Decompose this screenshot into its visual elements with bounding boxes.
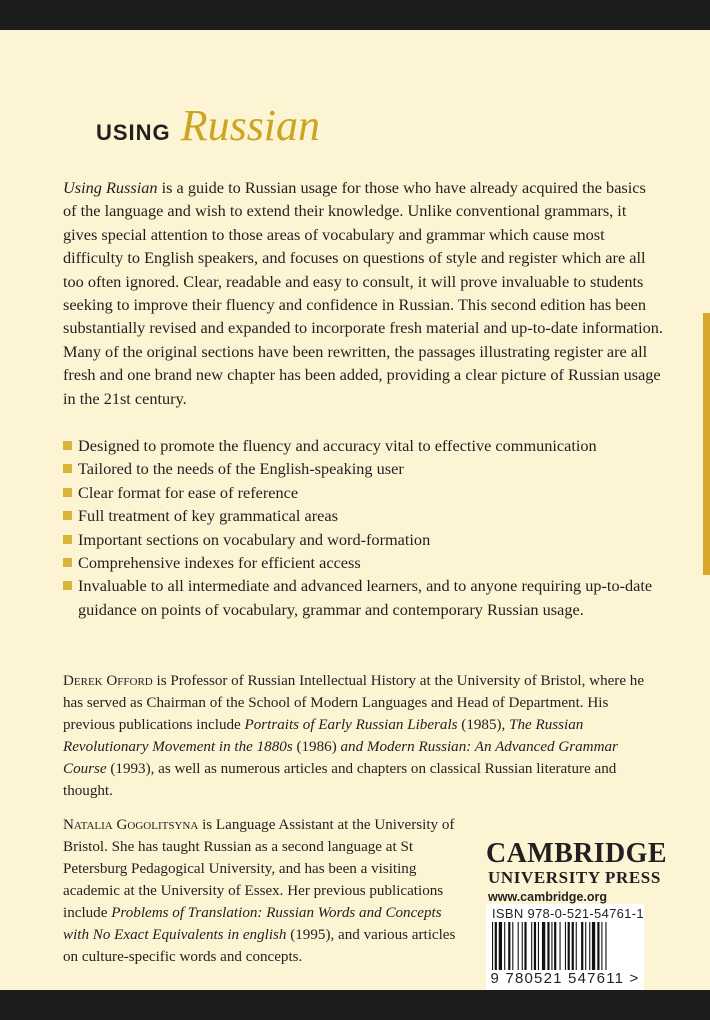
barcode-bar: [512, 922, 513, 970]
barcode-bar: [592, 922, 595, 970]
square-bullet-icon: [63, 464, 72, 473]
barcode-bar: [560, 922, 561, 970]
barcode-bar: [547, 922, 549, 970]
barcode-bar: [576, 922, 577, 970]
barcode-bar: [605, 922, 606, 970]
publisher-name-bottom: UNIVERSITY PRESS: [488, 868, 661, 887]
barcode-bar: [597, 922, 599, 970]
feature-list: [63, 434, 663, 621]
barcode-bar: [551, 922, 552, 970]
feature-item: Important sections on vocabulary and word-formation: [63, 528, 663, 551]
blurb-paragraph: [63, 176, 663, 410]
barcode-bar: [534, 922, 536, 970]
barcode-bar: [492, 922, 493, 970]
publisher-url: www.cambridge.org: [488, 890, 608, 904]
barcode-bar: [495, 922, 497, 970]
cover-title: [96, 100, 320, 151]
title-russian: Russian: [180, 101, 321, 150]
barcode-bar: [538, 922, 539, 970]
publisher-name-top: CAMBRIDGE: [486, 838, 667, 869]
barcode-bar: [531, 922, 532, 970]
title-using: USING: [96, 120, 171, 145]
square-bullet-icon: [63, 581, 72, 590]
blurb-book-title: Using Russian: [63, 178, 158, 197]
barcode-bar: [572, 922, 574, 970]
isbn-label: ISBN 978-0-521-54761-1: [492, 906, 644, 921]
barcode-digits: 9 780521 547611 >: [490, 970, 640, 987]
barcode-bar: [601, 922, 602, 970]
author-bio-gogolitsyna: Natalia Gogolitsyna is Language Assistant at the University of Bristol. She has taught Russian as a second language at St Petersburg Pedagogical University, and has been a visiting academic at the University of Essex. Her previous publications include Problems of Translation: Russian Words and Concepts with No Exact Equivalents in english (1995), and various articles on culture-specific words and concepts.: [63, 817, 456, 965]
square-bullet-icon: [63, 511, 72, 520]
barcode-bar: [565, 922, 566, 970]
barcode-bar: [522, 922, 523, 970]
feature-item: Designed to promote the fluency and accuracy vital to effective communication: [63, 434, 663, 457]
barcode-bar: [568, 922, 570, 970]
book-back-cover: [0, 30, 710, 990]
barcode-bar: [542, 922, 545, 970]
author-bio-offord: Derek Offord is Professor of Russian Intellectual History at the University of Bristol, where he has served as Chairman of the School of Modern Languages and Head of Department. His previous publications include Portraits of Early Russian Liberals (1985), The Russian Revolutionary Movement in the 1880s (1986) and Modern Russian: An Advanced Grammar Course (1993), as well as numerous articles and chapters on classical Russian literature and thought.: [63, 673, 645, 799]
barcode-bar: [524, 922, 526, 970]
barcode-bar: [581, 922, 583, 970]
barcode-bar: [499, 922, 502, 970]
barcode-bar: [585, 922, 586, 970]
author-name: Natalia Gogolitsyna: [63, 817, 199, 833]
feature-item: Comprehensive indexes for efficient access: [63, 551, 663, 574]
publisher-logo: [486, 840, 666, 904]
feature-item: Tailored to the needs of the English-speaking user: [63, 457, 663, 480]
feature-item: Clear format for ease of reference: [63, 481, 663, 504]
barcode-bar: [554, 922, 556, 970]
barcode-bar: [589, 922, 590, 970]
feature-item: Invaluable to all intermediate and advanced learners, and to anyone requiring up-to-date guidance on points of vocabulary, grammar and contemporary Russian usage.: [63, 574, 663, 621]
square-bullet-icon: [63, 441, 72, 450]
barcode-bar: [518, 922, 519, 970]
isbn-barcode: [486, 904, 644, 990]
barcode-bar: [508, 922, 510, 970]
barcode-bar: [504, 922, 505, 970]
accent-side-bar: [703, 313, 710, 575]
feature-item: Full treatment of key grammatical areas: [63, 504, 663, 527]
blurb-text: is a guide to Russian usage for those who have already acquired the basics of the language and wish to extend their knowledge. Unlike conventional grammars, it gives special attention to those areas of vocabulary and grammar which cause most difficulty to English speakers, and focuses on questions of style and register which are all too often ignored. Clear, readable and easy to consult, it will prove invaluable to students seeking to improve their fluency and confidence in Russian. This second edition has been substantially revised and expanded to incorporate fresh material and up-to-date information. Many of the original sections have been rewritten, the passages illustrating register are all fresh and one brand new chapter has been added, providing a clear picture of Russian usage in the 21st century.: [63, 178, 663, 408]
author-name: Derek Offord: [63, 673, 153, 689]
barcode-bars: [490, 922, 640, 970]
square-bullet-icon: [63, 558, 72, 567]
square-bullet-icon: [63, 488, 72, 497]
square-bullet-icon: [63, 535, 72, 544]
